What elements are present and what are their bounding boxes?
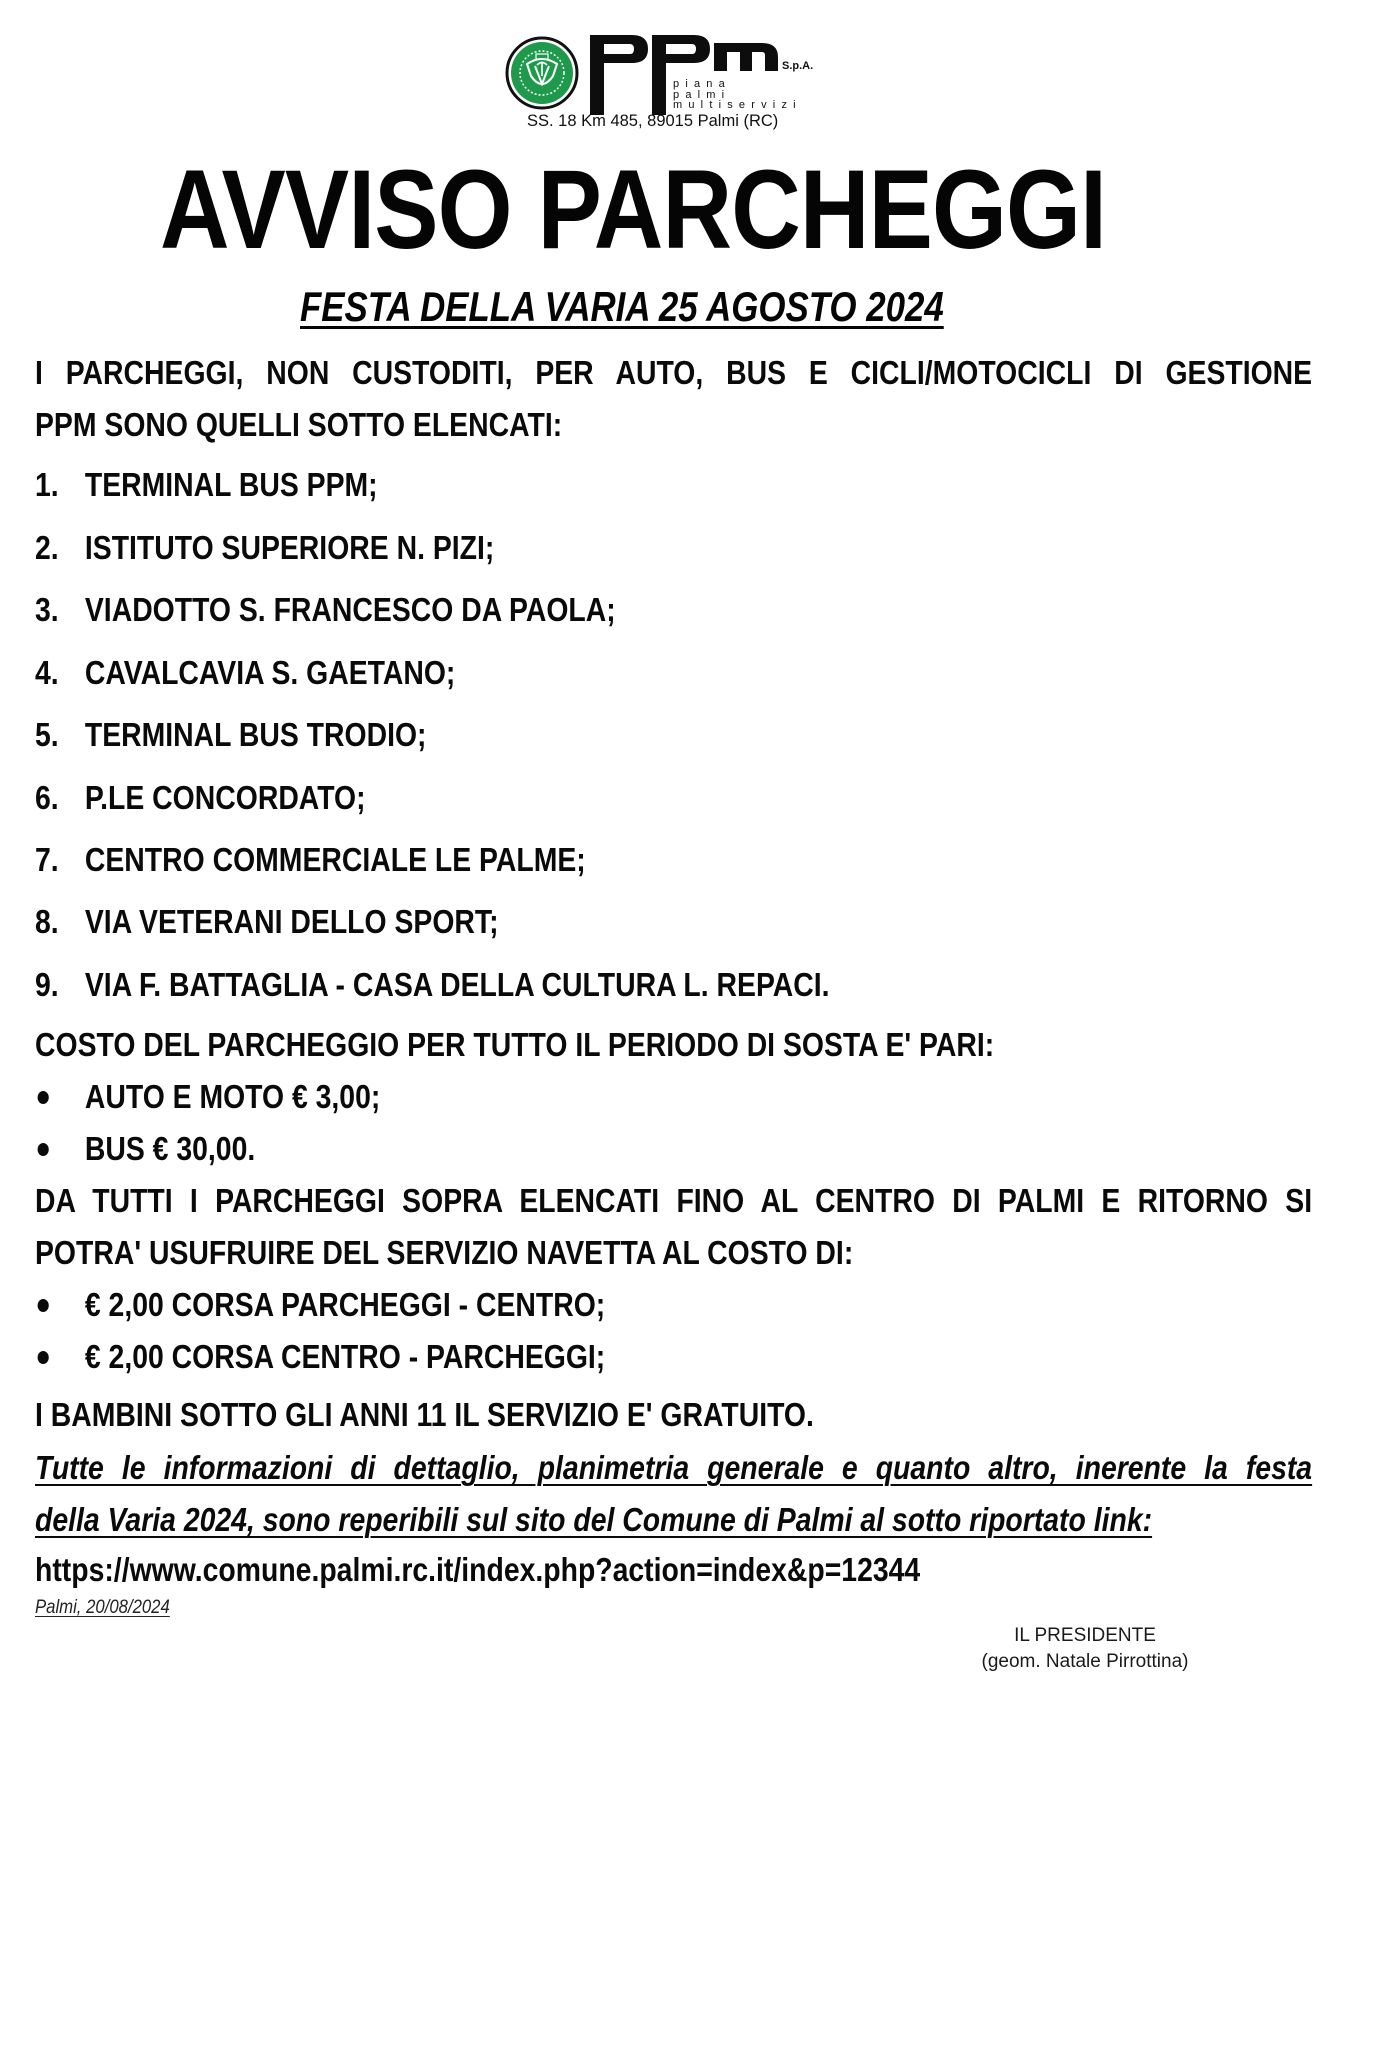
list-item: 9. VIA F. BATTAGLIA - CASA DELLA CULTURA L. REPACI. [35,966,830,1003]
logo-tagline: piana palmi multiservizi [673,78,802,111]
ppm-emblem-icon [505,36,579,110]
shuttle-item: € 2,00 CORSA CENTRO - PARCHEGGI; [35,1340,605,1373]
list-item: 8. VIA VETERANI DELLO SPORT; [35,903,499,940]
bullet-icon [35,1288,85,1321]
bullet-icon [35,1132,85,1165]
legal-form: S.p.A. [782,60,814,72]
cost-item: AUTO E MOTO € 3,00; [35,1080,380,1113]
company-address: SS. 18 Km 485, 89015 Palmi (RC) [527,112,779,130]
list-item: 7. CENTRO COMMERCIALE LE PALME; [35,841,586,878]
shuttle-item: € 2,00 CORSA PARCHEGGI - CENTRO; [35,1288,605,1321]
shuttle-line-2: POTRA' USUFRUIRE DEL SERVIZIO NAVETTA AL COSTO DI: [35,1234,854,1271]
list-item: 6. P.LE CONCORDATO; [35,779,366,816]
info-line-2: della Varia 2024, sono reperibili sul sito del Comune di Palmi al sotto riportato link: [35,1501,1153,1538]
list-item: 3. VIADOTTO S. FRANCESCO DA PAOLA; [35,591,616,628]
signature-title: IL PRESIDENTE [1014,1625,1156,1646]
document-date: Palmi, 20/08/2024 [35,1597,170,1618]
signature-name: (geom. Natale Pirrottina) [981,1651,1189,1672]
intro-line-1: I PARCHEGGI, NON CUSTODITI, PER AUTO, BUS E CICLI/MOTOCICLI DI GESTIONE [35,354,1313,391]
event-subtitle: FESTA DELLA VARIA 25 AGOSTO 2024 [300,283,944,330]
page-title: AVVISO PARCHEGGI [160,147,1107,272]
list-item: 5. TERMINAL BUS TRODIO; [35,716,427,753]
bullet-icon [35,1080,85,1113]
info-link[interactable]: https://www.comune.palmi.rc.it/index.php?action=index&p=12344 [35,1551,921,1588]
bullet-icon [35,1340,85,1373]
intro-line-2: PPM SONO QUELLI SOTTO ELENCATI: [35,406,563,443]
list-item: 2. ISTITUTO SUPERIORE N. PIZI; [35,529,495,566]
cost-heading: COSTO DEL PARCHEGGIO PER TUTTO IL PERIODO DI SOSTA E' PARI: [35,1026,995,1063]
cost-item: BUS € 30,00. [35,1132,255,1165]
children-note: I BAMBINI SOTTO GLI ANNI 11 IL SERVIZIO E' GRATUITO. [35,1396,814,1433]
list-item: 1. TERMINAL BUS PPM; [35,466,378,503]
shuttle-line-1: DA TUTTI I PARCHEGGI SOPRA ELENCATI FINO AL CENTRO DI PALMI E RITORNO SI [35,1182,1313,1219]
info-line-1: Tutte le informazioni di dettaglio, planimetria generale e quanto altro, inerente la festa [35,1449,1313,1486]
list-item: 4. CAVALCAVIA S. GAETANO; [35,654,456,691]
